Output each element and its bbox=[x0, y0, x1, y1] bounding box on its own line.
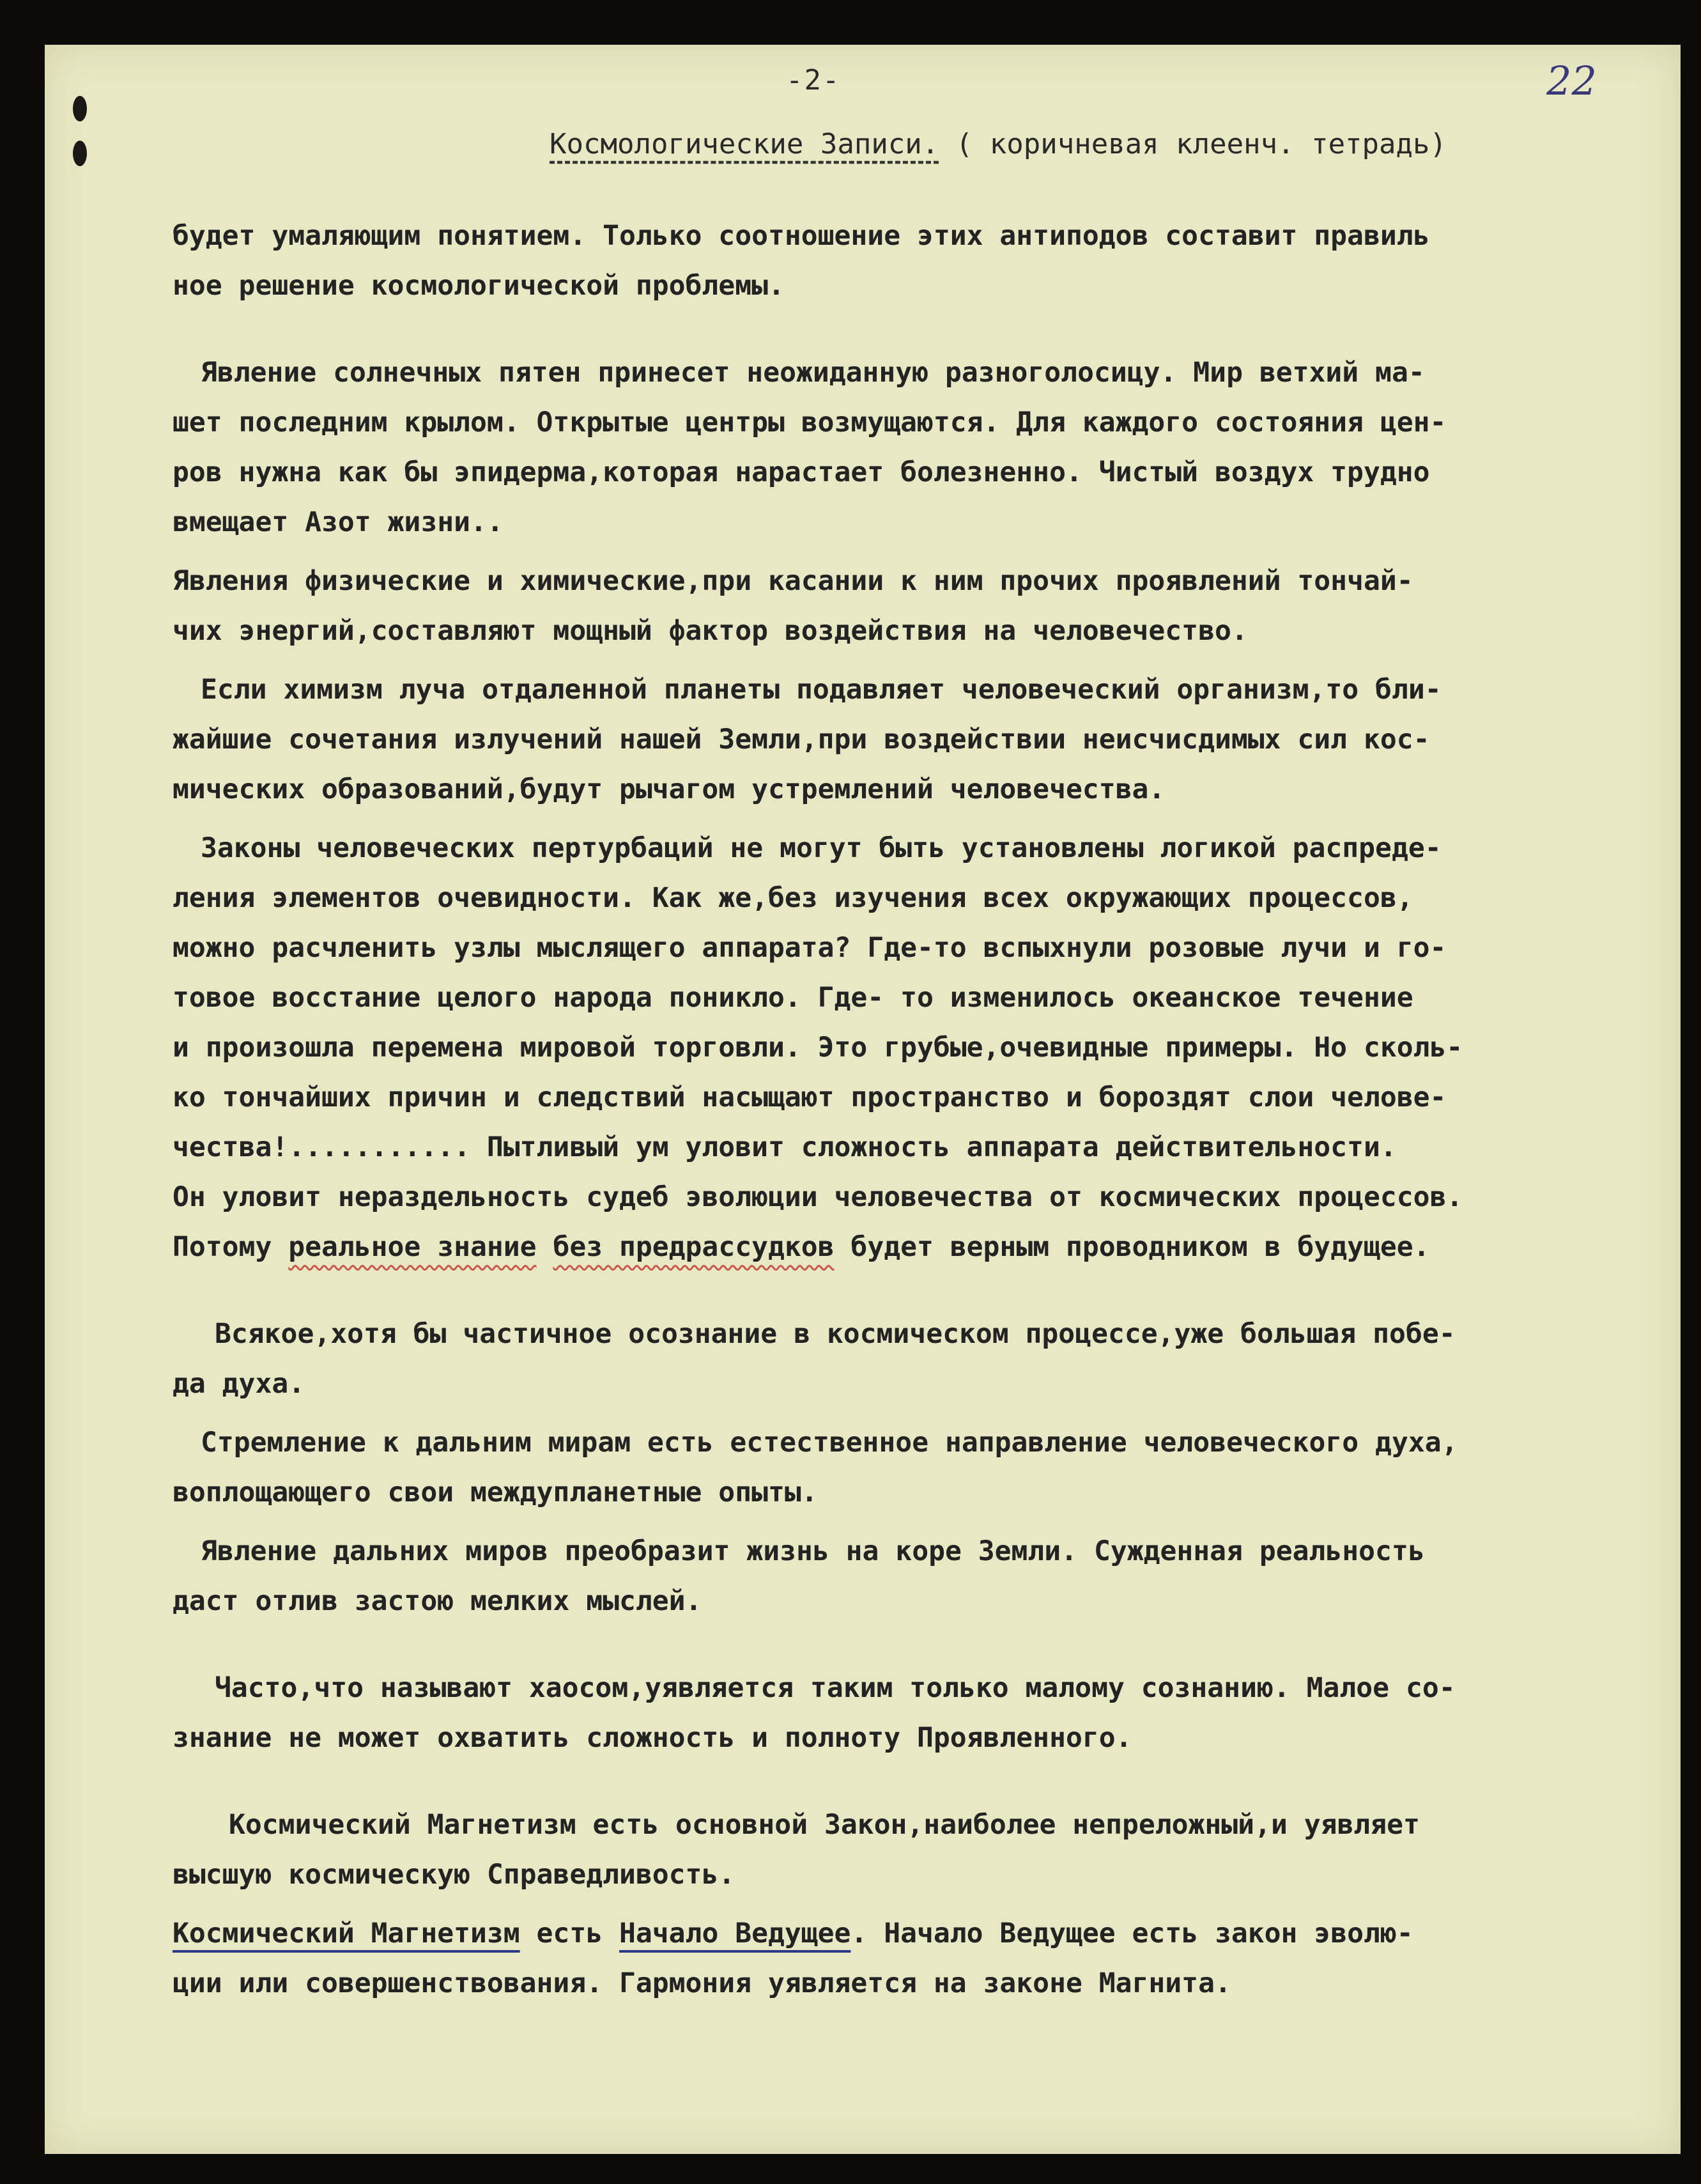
text-line: воплощающего свои междупланетные опыты. bbox=[173, 1476, 818, 1508]
text-fragment: Потому bbox=[173, 1231, 289, 1263]
paragraph bbox=[173, 1800, 1681, 1900]
text-line: Если химизм луча отдаленной планеты подавляет человеческий организм,то бли- bbox=[201, 674, 1442, 706]
text-line: вмещает Азот жизни.. bbox=[173, 506, 504, 538]
heading-title: Космологические Записи. bbox=[550, 128, 939, 160]
text-line: мических образований,будут рычагом устремлений человечества. bbox=[173, 773, 1166, 805]
text-line: Явление дальних миров преобразит жизнь на коре Земли. Сужденная реальность bbox=[201, 1535, 1425, 1567]
text-fragment: . Начало Ведущее есть закон эволю- bbox=[850, 1917, 1413, 1949]
paragraph bbox=[173, 211, 1681, 311]
document-page bbox=[45, 45, 1681, 2154]
text-line bbox=[173, 1909, 1681, 1958]
paragraph bbox=[173, 665, 1681, 814]
text-line: Явления физические и химические,при касании к ним прочих проявлений тончай- bbox=[173, 565, 1413, 597]
paragraph bbox=[173, 1526, 1681, 1626]
text-line: ко тончайших причин и следствий насыщают пространство и бороздят слои челове- bbox=[173, 1081, 1447, 1113]
blue-underline-phrase: Космический Магнетизм bbox=[173, 1917, 520, 1949]
text-fragment: есть bbox=[520, 1917, 619, 1949]
paragraph bbox=[173, 823, 1681, 1172]
text-fragment: будет верным проводником в будущее. bbox=[834, 1231, 1430, 1263]
text-line: ции или совершенствования. Гармония уявляется на законе Магнита. bbox=[173, 1967, 1231, 1999]
text-line: Законы человеческих пертурбаций не могут быть установлены логикой распреде- bbox=[201, 832, 1442, 864]
text-line: будет умаляющим понятием. Только соотношение этих антиподов составит правиль bbox=[173, 220, 1430, 252]
text-line: высшую космическую Справедливость. bbox=[173, 1859, 735, 1891]
text-line: Стремление к дальним мирам есть естественное направление человеческого духа, bbox=[201, 1427, 1458, 1459]
text-line: Космический Магнетизм есть основной Закон,наиболее непреложный,и уявляет bbox=[229, 1809, 1420, 1841]
text-line: Всякое,хотя бы частичное осознание в космическом процессе,уже большая побе- bbox=[215, 1318, 1456, 1350]
text-line: шет последним крылом. Открытые центры возмущаются. Для каждого состояния цен- bbox=[173, 407, 1447, 438]
text-line: и произошла перемена мировой торговли. Это грубые,очевидные примеры. Но сколь- bbox=[173, 1032, 1463, 1064]
text-line: чих энергий,составляют мощный фактор воздействия на человечество. bbox=[173, 615, 1248, 647]
text-line: товое восстание целого народа поникло. Где- то изменилось океанское течение bbox=[173, 982, 1413, 1014]
red-underline-phrase: реальное знание bbox=[288, 1231, 537, 1263]
text-line: ное решение космологической проблемы. bbox=[173, 270, 785, 302]
text-line: можно расчленить узлы мыслящего аппарата? Где-то вспыхнули розовые лучи и го- bbox=[173, 932, 1447, 964]
text-line: знание не может охватить сложность и полноту Проявленного. bbox=[173, 1722, 1132, 1754]
heading-subtitle: ( коричневая клеенч. тетрадь) bbox=[955, 128, 1447, 160]
paragraph bbox=[173, 1172, 1681, 1272]
text-line: жайшие сочетания излучений нашей Земли,при воздействии неисчисдимых сил кос- bbox=[173, 724, 1430, 755]
text-line: ления элементов очевидности. Как же,без изучения всех окружающих процессов, bbox=[173, 882, 1413, 914]
red-underline-phrase: без предрассудков bbox=[553, 1231, 835, 1263]
text-line: даст отлив застою мелких мыслей. bbox=[173, 1585, 702, 1617]
binder-hole bbox=[73, 96, 87, 121]
text-line: Он уловит нераздельность судеб эволюции человечества от космических процессов. bbox=[173, 1181, 1463, 1213]
paragraph bbox=[173, 1909, 1681, 2008]
blue-underline-phrase: Начало Ведущее bbox=[619, 1917, 851, 1949]
text-line: ров нужна как бы эпидерма,которая нарастает болезненно. Чистый воздух трудно bbox=[173, 456, 1430, 488]
paragraph bbox=[173, 1418, 1681, 1517]
binder-hole bbox=[73, 141, 87, 166]
document-heading bbox=[550, 128, 1447, 160]
paragraph bbox=[173, 348, 1681, 547]
text-line bbox=[173, 1222, 1681, 1272]
text-line: Явление солнечных пятен принесет неожиданную разноголосицу. Мир ветхий ма- bbox=[201, 357, 1425, 389]
page-number: -2- bbox=[786, 64, 841, 97]
paragraph bbox=[173, 1663, 1681, 1763]
text-fragment bbox=[537, 1231, 553, 1263]
paragraph bbox=[173, 556, 1681, 656]
text-line: Часто,что называют хаосом,уявляется таким только малому сознанию. Малое со- bbox=[215, 1672, 1456, 1704]
text-line: да духа. bbox=[173, 1368, 305, 1400]
handwritten-folio-number: 22 bbox=[1546, 58, 1597, 104]
paragraph bbox=[173, 1309, 1681, 1409]
document-body bbox=[173, 211, 1681, 2008]
text-line: чества!........... Пытливый ум уловит сложность аппарата действительности. bbox=[173, 1131, 1397, 1163]
